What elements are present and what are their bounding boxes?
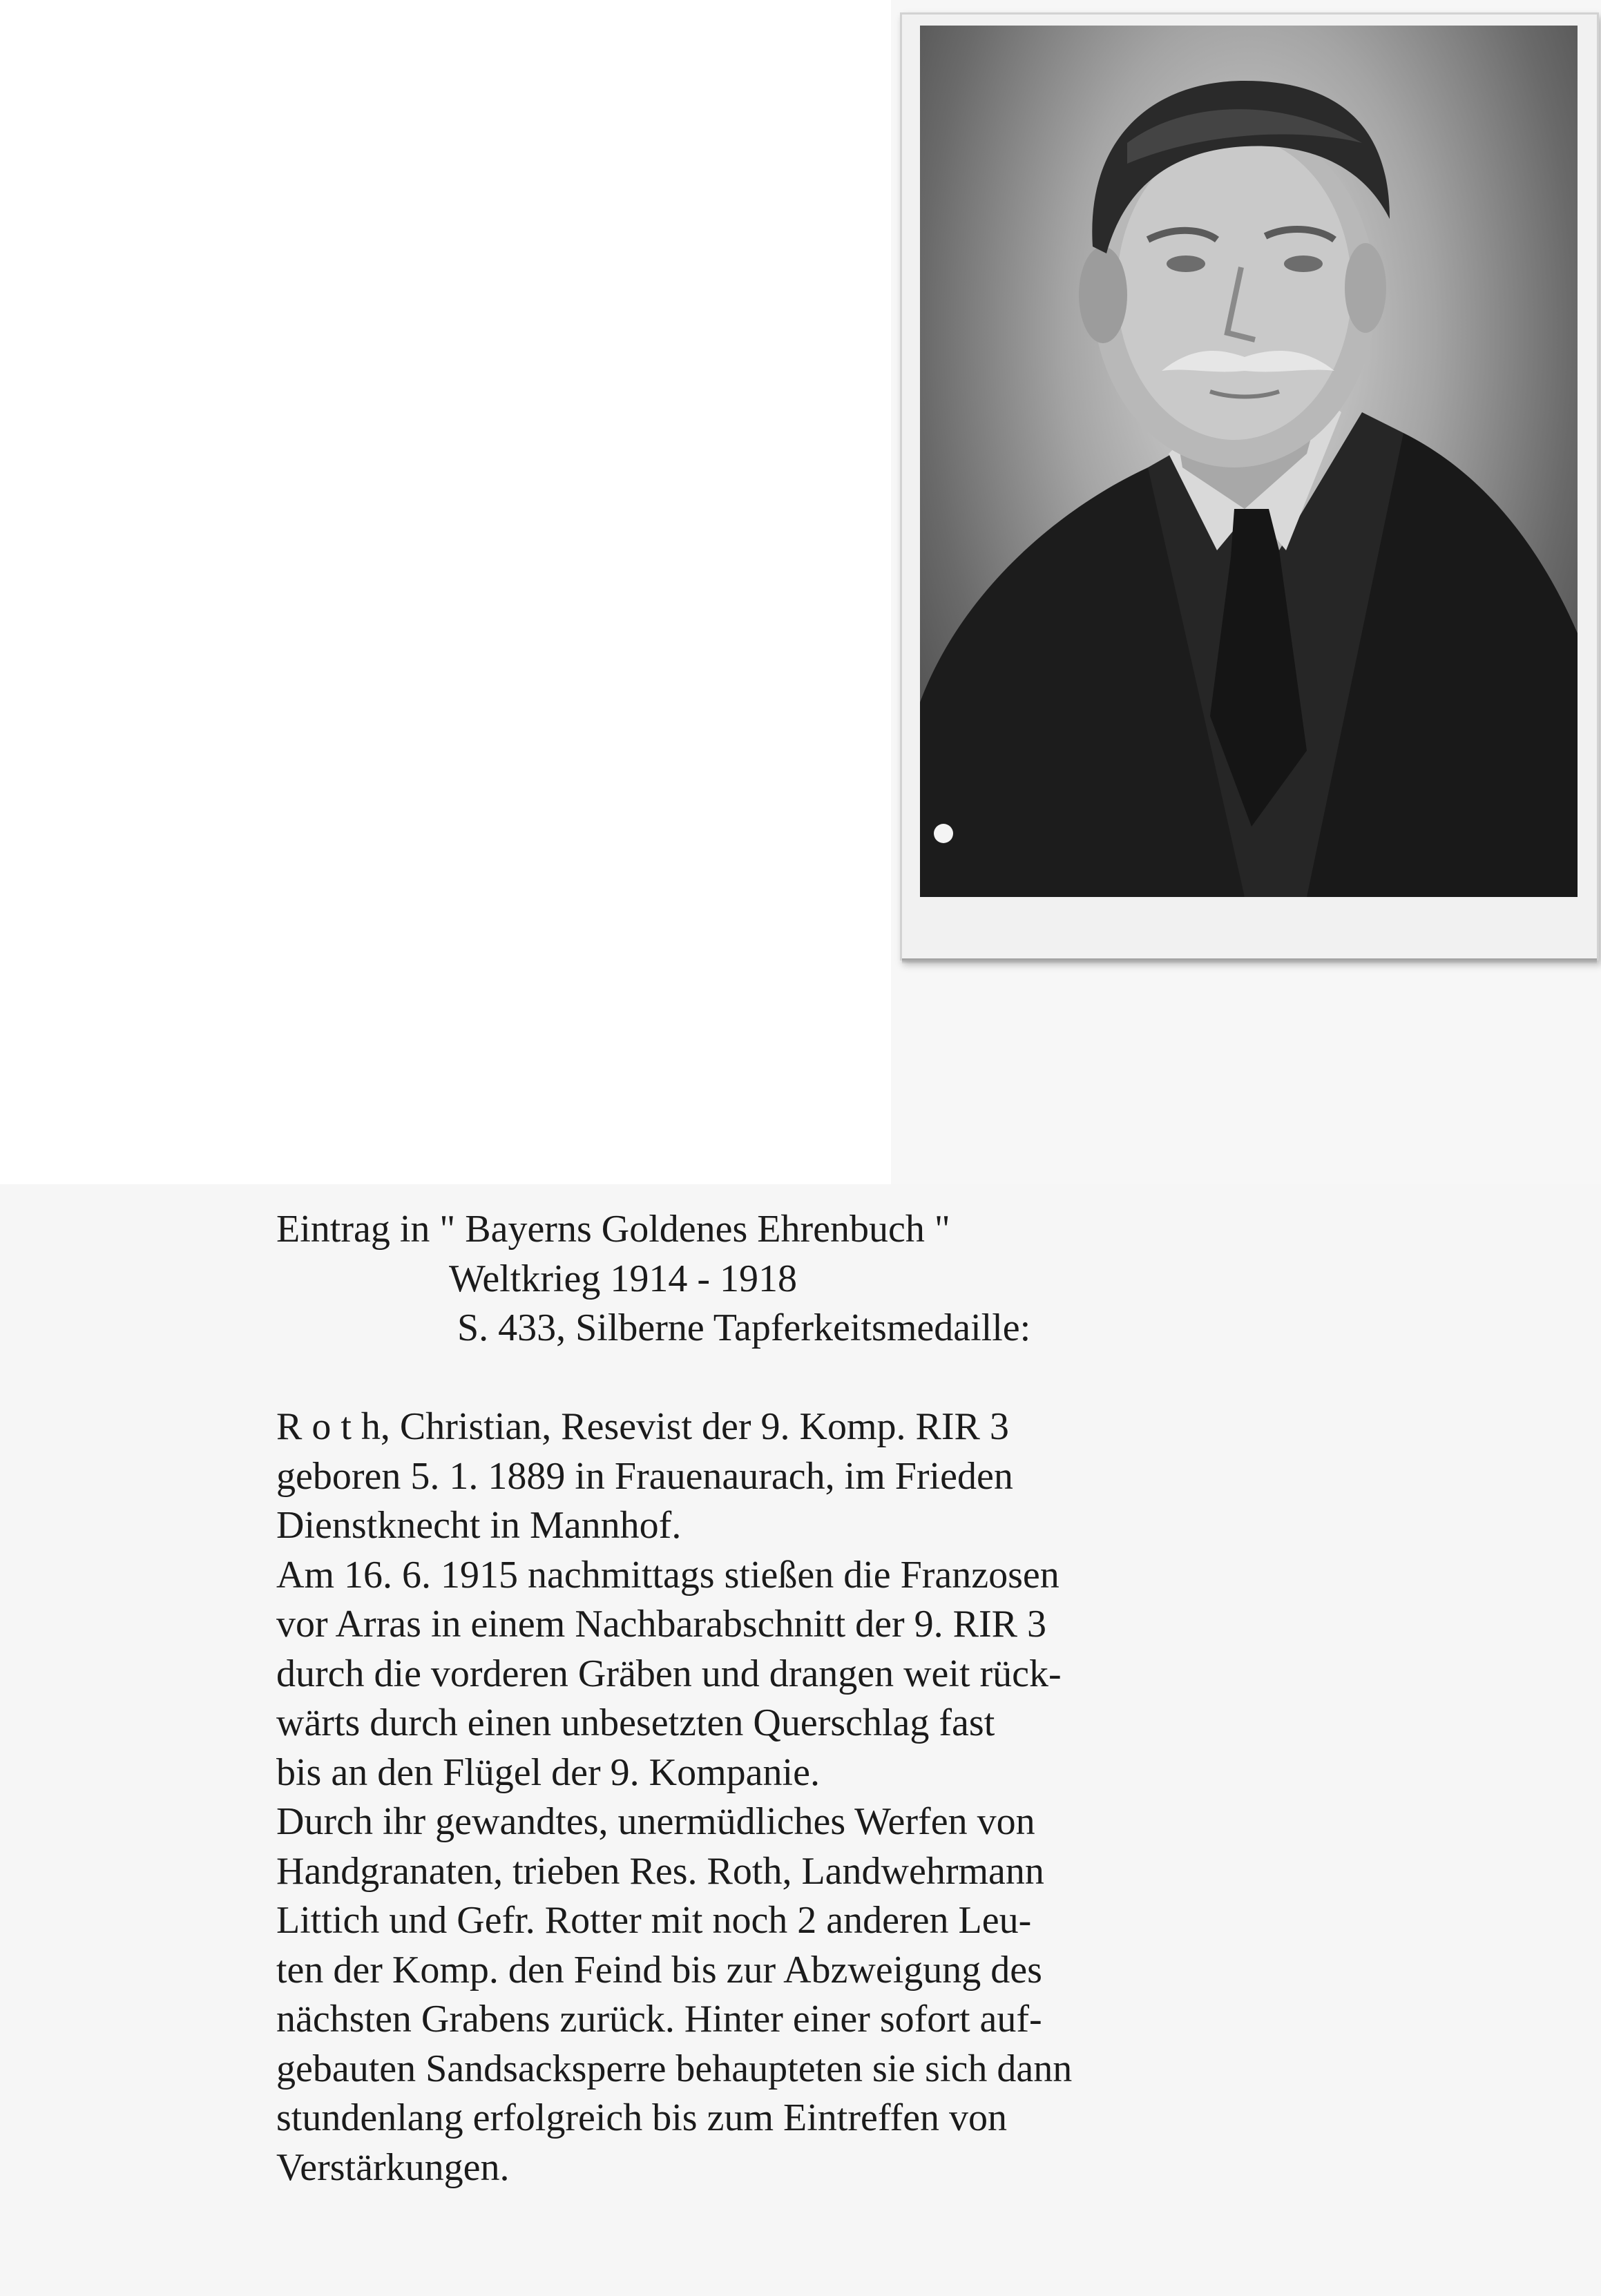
body-line: durch die vorderen Gräben und drangen weit rück- xyxy=(276,1652,1062,1695)
body-line: Dienstknecht in Mannhof. xyxy=(276,1504,682,1547)
body-line: Am 16. 6. 1915 nachmittags stießen die Franzosen xyxy=(276,1553,1060,1596)
body-line: Handgranaten, trieben Res. Roth, Landwehrmann xyxy=(276,1849,1044,1893)
body-line: gebauten Sandsacksperre behaupteten sie sich dann xyxy=(276,2047,1073,2090)
portrait-illustration xyxy=(920,26,1578,897)
paragraph-gap xyxy=(276,1353,1492,1403)
body-line: Durch ihr gewandtes, unermüdliches Werfen von xyxy=(276,1800,1035,1843)
body-line: geboren 5. 1. 1889 in Frauenaurach, im Frieden xyxy=(276,1454,1013,1498)
document-text xyxy=(276,1205,1492,2192)
portrait-photo-card xyxy=(900,12,1599,961)
body-line: nächsten Grabens zurück. Hinter einer sofort auf- xyxy=(276,1998,1042,2041)
body-line: wärts durch einen unbesetzten Querschlag fast xyxy=(276,1701,995,1744)
body-line: Verstärkungen. xyxy=(276,2145,510,2189)
portrait-photo xyxy=(920,26,1578,897)
body-line: vor Arras in einem Nachbarabschnitt der 9. RIR 3 xyxy=(276,1603,1047,1646)
body-line: Littich und Gefr. Rotter mit noch 2 anderen Leu- xyxy=(276,1899,1032,1942)
header-line-2: Weltkrieg 1914 - 1918 xyxy=(449,1257,798,1300)
body-line: R o t h, Christian, Resevist der 9. Komp. RIR 3 xyxy=(276,1405,1009,1448)
body-line: bis an den Flügel der 9. Kompanie. xyxy=(276,1750,820,1794)
header-line-1: Eintrag in " Bayerns Goldenes Ehrenbuch " xyxy=(276,1208,950,1251)
body-line: ten der Komp. den Feind bis zur Abzweigung des xyxy=(276,1948,1042,1991)
body-line: stundenlang erfolgreich bis zum Eintreffen von xyxy=(276,2096,1007,2139)
header-line-3: S. 433, Silberne Tapferkeitsmedaille: xyxy=(457,1306,1031,1349)
